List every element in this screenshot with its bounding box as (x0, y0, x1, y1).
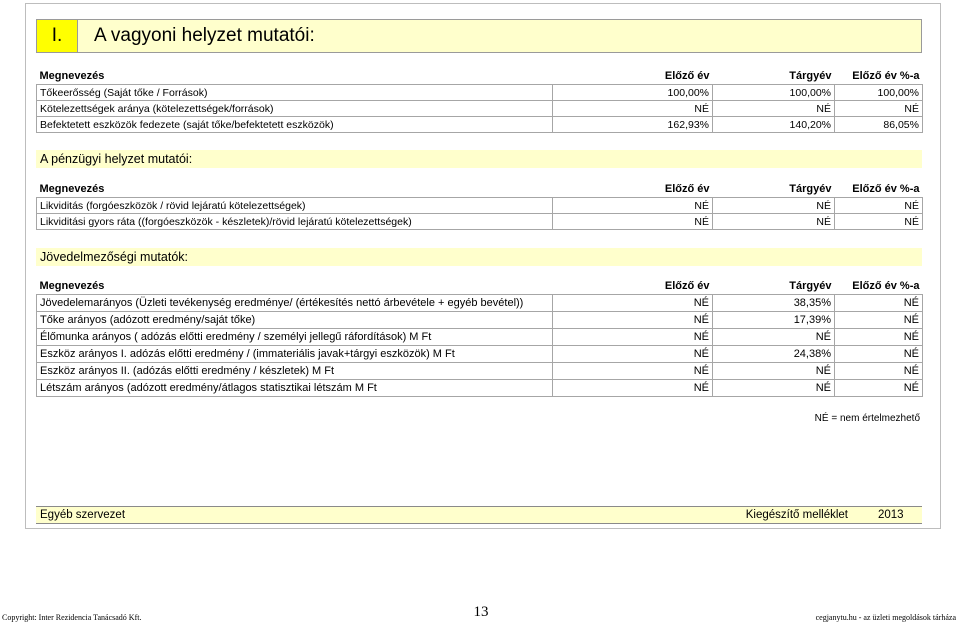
row-pct: NÉ (835, 101, 923, 117)
organization-type: Egyéb szervezet (40, 509, 126, 521)
row-pct: NÉ (835, 214, 923, 230)
header-name: Megnevezés (39, 183, 105, 195)
row-curr: NÉ (713, 380, 835, 397)
asset-ratios-table (36, 68, 923, 133)
row-name: Eszköz arányos II. (adózás előtti eredmény / készletek) M Ft (37, 363, 553, 380)
row-prev: 162,93% (553, 117, 713, 133)
table-row (37, 295, 923, 312)
header-pct: Előző év %-a (852, 70, 920, 82)
row-name: Likviditás (forgóeszközök / rövid lejáratú kötelezettségek) (37, 198, 553, 214)
row-pct: NÉ (835, 380, 923, 397)
row-curr: NÉ (713, 214, 835, 230)
row-pct: NÉ (835, 295, 923, 312)
table-row (37, 101, 923, 117)
table-header-row (37, 68, 923, 85)
section-title-bar (36, 19, 922, 53)
document-footer (36, 506, 922, 524)
section-title: A vagyoni helyzet mutatói: (94, 25, 315, 46)
table-row (37, 363, 923, 380)
row-pct: NÉ (835, 363, 923, 380)
row-pct: NÉ (835, 198, 923, 214)
row-curr: NÉ (713, 101, 835, 117)
row-curr: NÉ (713, 198, 835, 214)
row-name: Tőkeerősség (Saját tőke / Források) (37, 85, 553, 101)
row-name: Jövedelemarányos (Üzleti tevékenység eredménye/ (értékesítés nettó árbevétele + egyéb bevétel)) (37, 295, 553, 312)
header-pct: Előző év %-a (852, 183, 920, 195)
row-name: Kötelezettségek aránya (kötelezettségek/források) (37, 101, 553, 117)
row-prev: NÉ (553, 198, 713, 214)
document-name: Kiegészítő melléklet (745, 509, 848, 521)
row-curr: 24,38% (713, 346, 835, 363)
header-curr: Tárgyév (789, 183, 832, 195)
header-name: Megnevezés (39, 280, 105, 292)
table-header-row (37, 278, 923, 295)
row-pct: 86,05% (835, 117, 923, 133)
table-row (37, 198, 923, 214)
table-row (37, 346, 923, 363)
row-prev: NÉ (553, 329, 713, 346)
row-pct: NÉ (835, 312, 923, 329)
row-name: Tőke arányos (adózott eredmény/saját tőke) (37, 312, 553, 329)
header-curr: Tárgyév (789, 70, 832, 82)
row-prev: NÉ (553, 312, 713, 329)
profitability-section-title: Jövedelmezőségi mutatók: (36, 248, 922, 266)
header-prev: Előző év (664, 183, 710, 195)
header-curr: Tárgyév (789, 280, 832, 292)
table-header-row (37, 181, 923, 198)
table-row (37, 312, 923, 329)
table-row (37, 214, 923, 230)
financial-section-title: A pénzügyi helyzet mutatói: (36, 150, 922, 168)
row-curr: 140,20% (713, 117, 835, 133)
row-prev: NÉ (553, 101, 713, 117)
document-year: 2013 (878, 509, 904, 521)
row-prev: NÉ (553, 380, 713, 397)
row-name: Létszám arányos (adózott eredmény/átlagos statisztikai létszám M Ft (37, 380, 553, 397)
row-pct: NÉ (835, 329, 923, 346)
row-name: Élőmunka arányos ( adózás előtti eredmény / személyi jellegű ráfordítások) M Ft (37, 329, 553, 346)
table-row (37, 117, 923, 133)
section-number: I. (37, 20, 78, 52)
abbreviation-note: NÉ = nem értelmezhető (814, 413, 920, 424)
row-curr: NÉ (713, 329, 835, 346)
profitability-ratios-table (36, 278, 923, 397)
table-row (37, 380, 923, 397)
header-prev: Előző év (664, 280, 710, 292)
row-name: Befektetett eszközök fedezete (saját tőke/befektetett eszközök) (37, 117, 553, 133)
row-prev: NÉ (553, 363, 713, 380)
row-prev: 100,00% (553, 85, 713, 101)
site-link[interactable]: cegjanytu.hu - az üzleti megoldások tárháza (815, 613, 956, 622)
row-curr: 17,39% (713, 312, 835, 329)
table-row (37, 85, 923, 101)
row-prev: NÉ (553, 346, 713, 363)
header-prev: Előző év (664, 70, 710, 82)
row-prev: NÉ (553, 214, 713, 230)
row-pct: 100,00% (835, 85, 923, 101)
header-pct: Előző év %-a (852, 280, 920, 292)
page-number: 13 (473, 604, 489, 620)
copyright-text: Copyright: Inter Rezidencia Tanácsadó Kft. (2, 613, 142, 622)
financial-ratios-table (36, 181, 923, 230)
header-name: Megnevezés (39, 70, 105, 82)
row-prev: NÉ (553, 295, 713, 312)
row-name: Likviditási gyors ráta ((forgóeszközök - készletek)/rövid lejáratú kötelezettségek) (37, 214, 553, 230)
row-curr: NÉ (713, 363, 835, 380)
row-curr: 100,00% (713, 85, 835, 101)
table-row (37, 329, 923, 346)
row-curr: 38,35% (713, 295, 835, 312)
row-name: Eszköz arányos I. adózás előtti eredmény / (immateriális javak+tárgyi eszközök) M Ft (37, 346, 553, 363)
row-pct: NÉ (835, 346, 923, 363)
